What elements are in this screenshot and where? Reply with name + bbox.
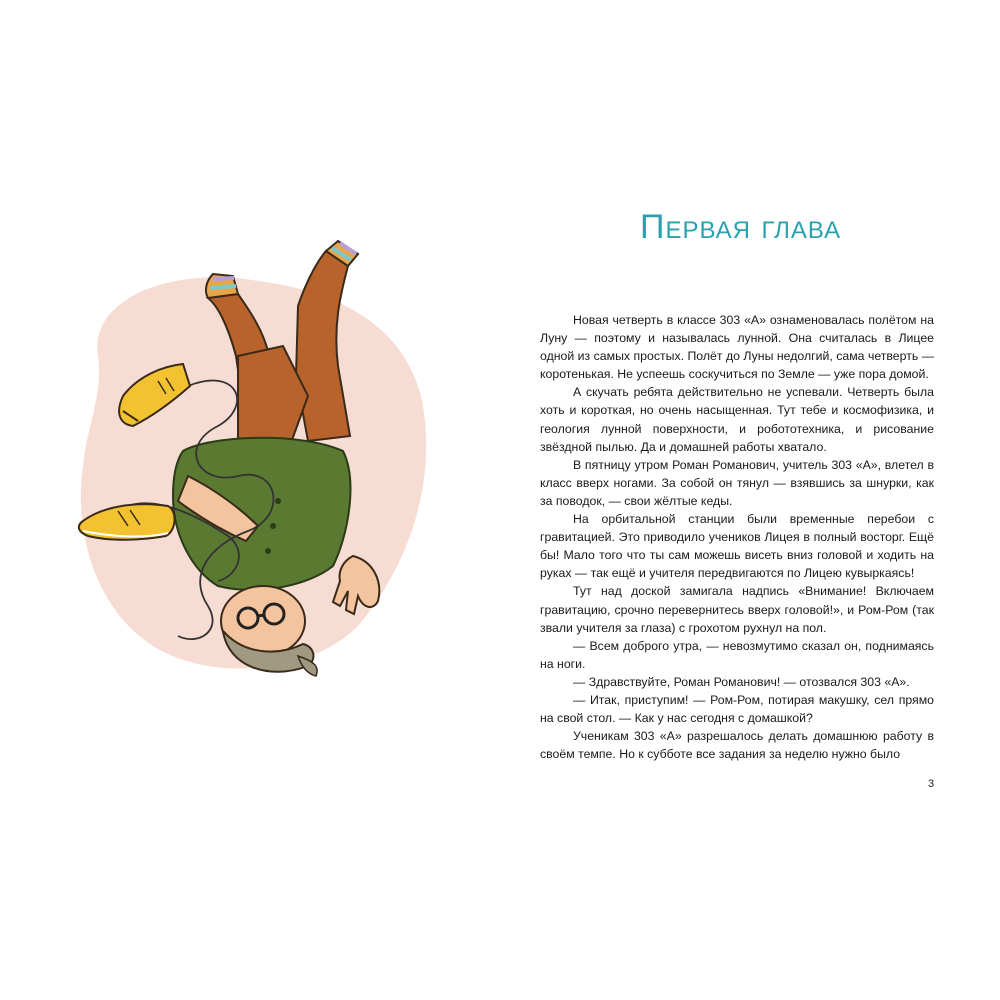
- paragraph: Тут над доской замигала надпись «Внимание! Включаем гравитацию, срочно перевернитесь вверх головой!», и Ром-Ром (так звали учителя за глаза) с грохотом рухнул на пол.: [540, 584, 934, 635]
- teacher-illustration: [58, 236, 438, 696]
- chapter-title: Первая глава: [640, 208, 842, 246]
- paragraph: В пятницу утром Роман Романович, учитель 303 «А», влетел в класс вверх ногами. За собой он тянул — взявшись за шнурки, как за поводок, — свои жёлтые кеды.: [540, 457, 934, 508]
- chapter-body: [540, 311, 934, 763]
- right-page: [500, 0, 1000, 1000]
- paragraph: — Всем доброго утра, — невозмутимо сказал он, поднимаясь на ноги.: [540, 638, 934, 671]
- paragraph: А скучать ребята действительно не успевали. Четверть была хоть и короткая, но очень насыщенная. Тут тебе и космофизика, и геология лунной поверхности, и робототехника, и рисование звёздной пылью. Да и домашней работы хватало.: [540, 385, 934, 454]
- paragraph: — Здравствуйте, Роман Романович! — отозвался 303 «А».: [573, 674, 910, 689]
- page-number: 3: [928, 778, 935, 790]
- paragraph: — Итак, приступим! — Ром-Ром, потирая макушку, сел прямо на свой стол. — Как у нас сегодня с домашкой?: [540, 692, 934, 726]
- paragraph: Новая четверть в классе 303 «А» ознаменовалась полётом на Луну — поэтому и называлась лунной. Она считалась в Лицее одной из самых простых. Полёт до Луны недолгий, сама четверть — коротенькая. Не успеешь соскучиться по Земле — уже пора домой.: [540, 313, 934, 382]
- paragraph: На орбитальной станции были временные перебои с гравитацией. Это приводило учеников Лицея в полный восторг. Ещё бы! Мало того что ты сам можешь висеть вниз головой и ходить на руках — так ещё и учителя передвигаются по Лицею кувыркаясь!: [540, 512, 934, 581]
- paragraph: Ученикам 303 «А» разрешалось делать домашнюю работу в своём темпе. Но к субботе все задания за неделю нужно было: [540, 729, 934, 762]
